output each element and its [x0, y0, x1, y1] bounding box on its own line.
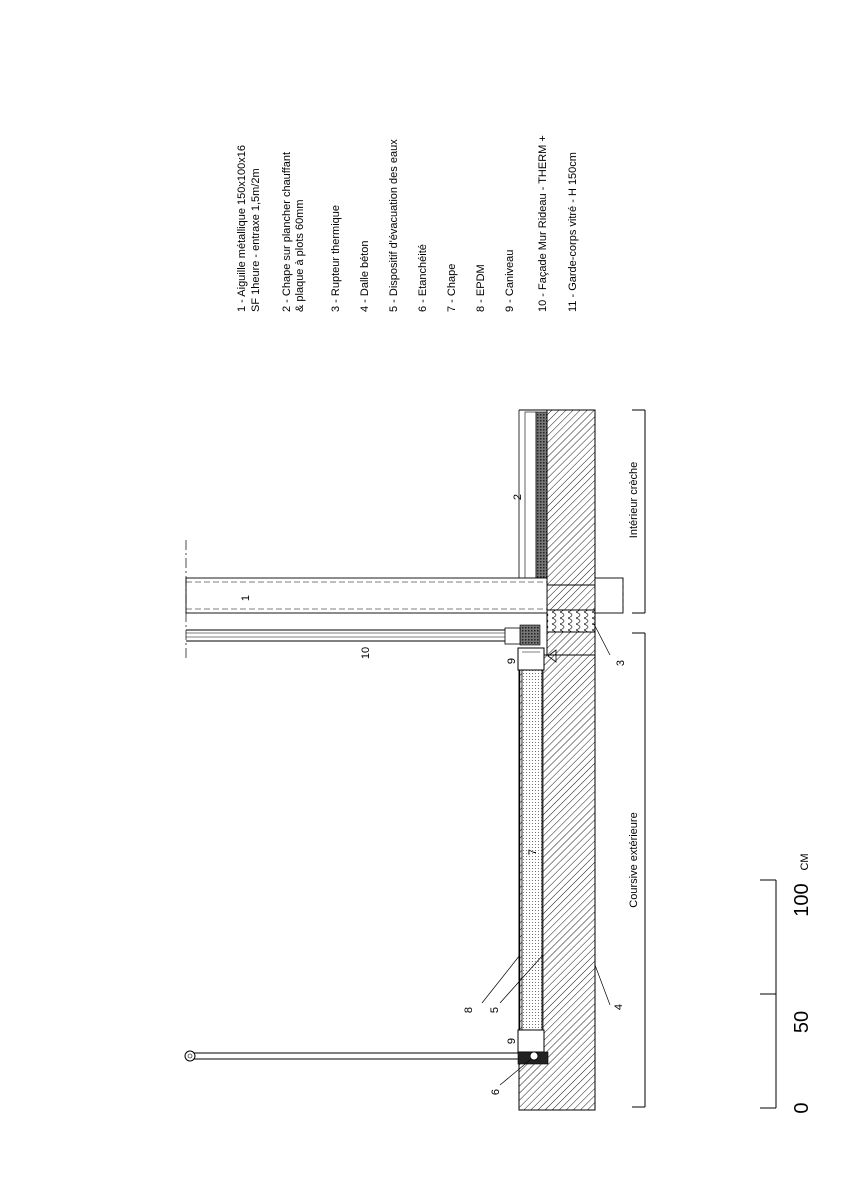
callout-2: 2 [512, 493, 524, 501]
legend-item-6: 6 - Etanchéité [417, 244, 429, 312]
scale-tick-50: 50 [791, 1010, 813, 1034]
gutter-facade [518, 648, 544, 670]
callout-3: 3 [615, 659, 627, 667]
glass-railing [185, 1051, 518, 1061]
callout-4: 4 [613, 1003, 625, 1011]
legend-item-10: 10 - Façade Mur Rideau - THERM + [537, 135, 549, 312]
callout-5: 5 [489, 1006, 501, 1014]
zone-label-exterior: Coursive extérieure [628, 812, 640, 908]
gutter-railing [518, 1030, 544, 1052]
waterproofing [518, 1052, 548, 1064]
curtain-wall-facade [186, 628, 520, 644]
scale-unit: CM [799, 853, 811, 871]
scale-tick-100: 100 [791, 883, 813, 917]
callout-1: 1 [240, 594, 252, 602]
callout-8: 8 [463, 1006, 475, 1014]
callout-7: 7 [527, 848, 539, 856]
legend-item-7: 7 - Chape [446, 263, 458, 312]
slab-edge-beam [595, 578, 623, 613]
legend-item-1: 1 - Aiguille métallique 150x100x16 [236, 145, 248, 312]
zone-label-interior: Intérieur crèche [628, 461, 640, 539]
legend-item-9: 9 - Caniveau [504, 249, 516, 312]
legend-item-5: 5 - Dispositif d'évacuation des eaux [388, 139, 400, 312]
legend-item-4: 4 - Dalle béton [359, 240, 371, 312]
legend-item-11: 11 - Garde-corps vitré - H 150cm [567, 152, 579, 312]
legend-item-1-line-2: SF 1heure - entraxe 1,5m/2m [250, 168, 262, 312]
callout-10: 10 [360, 646, 372, 660]
callout-6: 6 [490, 1088, 502, 1096]
heated-floor-screed [525, 412, 547, 578]
exterior-screed [520, 668, 544, 1045]
legend-item-3: 3 - Rupteur thermique [330, 205, 342, 312]
legend-item-2: 2 - Chape sur plancher chauffant [281, 151, 293, 312]
callout-9-facade: 9 [506, 657, 518, 665]
legend-item-2-line-2: & plaque à plots 60mm [294, 199, 306, 312]
callout-9-railing: 9 [506, 1037, 518, 1045]
legend-block [236, 135, 579, 312]
scale-bar [760, 880, 776, 1108]
legend-item-8: 8 - EPDM [475, 264, 487, 312]
scale-tick-0: 0 [791, 1102, 813, 1114]
